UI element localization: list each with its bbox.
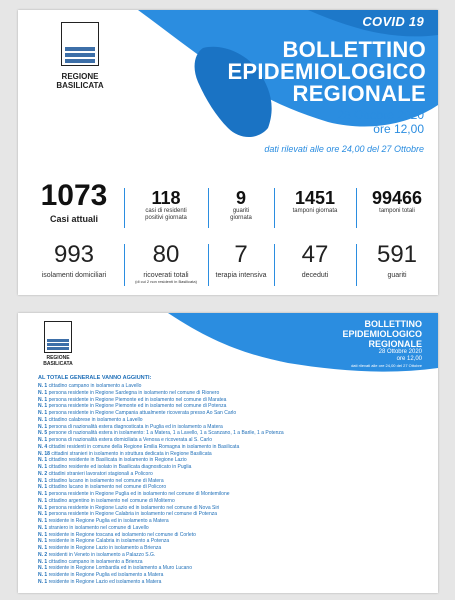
additions-heading: AL TOTALE GENERALE VANNO AGGIUNTI:	[38, 375, 152, 381]
list-item-text: cittadino campano in isolamento a Lavello	[48, 383, 142, 389]
list-item-text: persone di nazionalità estera in isolamento: 1 a Matera, 1 a Lavello, 1 a Scanzano, 1 a Barile, 1 a Potenza	[48, 430, 284, 437]
list-item-text: residente in Regione Calabria in isolamento a Potenza	[48, 538, 170, 545]
list-item	[38, 451, 428, 458]
list-item	[38, 471, 428, 478]
list-item	[38, 478, 428, 485]
list-item	[38, 403, 428, 410]
list-item	[38, 505, 428, 512]
stat-ricoverati: 80 ricoverati totali (di cui 2 non residenti in Basilicata)	[135, 241, 197, 284]
list-item-count: N. 1	[38, 457, 48, 464]
divider	[124, 188, 125, 228]
logo-region-name: BASILICATA	[43, 361, 73, 367]
bulletin-card-additions	[18, 313, 438, 593]
list-item	[38, 511, 428, 518]
list-item-count: N. 1	[38, 558, 48, 565]
list-item	[38, 538, 428, 545]
list-item-text: residente in Regione Puglia ed in isolamento a Matera	[48, 518, 169, 524]
list-item-count: N. 2	[38, 470, 48, 477]
list-item	[38, 444, 428, 451]
list-item-text: persona residente in Regione Sardegna in isolamento nel comune di Rionero	[48, 389, 220, 396]
list-item-text: persona residente in Regione Puglia ed in isolamento nel comune di Montemilone	[48, 491, 230, 497]
list-item-text: persona residente in Regione Campania attualmente ricoverata presso Ao San Carlo	[48, 410, 237, 416]
divider	[208, 188, 209, 228]
list-item-count: N. 1	[38, 423, 48, 430]
list-item	[38, 545, 428, 552]
logo-region-label: REGIONE	[61, 72, 99, 81]
divider	[356, 244, 357, 286]
list-item-text: residente in Regione toscana ed isolamento nel comune di Corleto	[48, 531, 196, 538]
list-item-count: N. 1	[38, 545, 48, 551]
list-item-text: cittadini stranieri in isolamento in struttura dedicata in Regione Basilicata	[51, 450, 212, 457]
list-item-text: cittadino campano in isolamento a Brienza	[48, 558, 143, 565]
list-item-count: N. 4	[38, 443, 48, 450]
bulletin-date: 28 Ottobre 2020 ore 12,00	[378, 349, 422, 362]
stat-deceduti: 47 deceduti	[301, 241, 329, 279]
list-item	[38, 410, 428, 417]
list-item-text: cittadino residente ed isolato in Basilicata diagnosticato in Puglia	[48, 464, 192, 470]
list-item-count: N. 1	[38, 572, 48, 578]
list-item-count: N. 1	[38, 511, 48, 518]
list-item-count: N. 1	[38, 383, 48, 389]
logo-region-label: REGIONE	[46, 355, 70, 361]
list-item-count: N. 1	[38, 578, 48, 585]
list-item-text: persona di nazionalità estera diagnosticata in Puglia ed in isolamento a Matera	[48, 423, 223, 430]
list-item-text: cittadino lucano in isolamento nel comune di Matera	[48, 477, 164, 484]
stat-tamponi-totali: 99466 tamponi totali	[371, 188, 423, 214]
list-item-count: N. 1	[38, 464, 48, 470]
list-item-count: N. 1	[38, 531, 48, 538]
additions-list	[38, 383, 428, 586]
divider	[208, 244, 209, 286]
logo-region-name: BASILICATA	[56, 81, 104, 90]
list-item	[38, 464, 428, 471]
list-item	[38, 572, 428, 579]
list-item-text: persona di nazionalità estera domiciliata a Venosa e ricoverata al S. Carlo	[48, 437, 212, 443]
list-item	[38, 390, 428, 397]
list-item	[38, 559, 428, 566]
stat-guariti: 591 guariti	[376, 241, 418, 279]
list-item	[38, 532, 428, 539]
list-item	[38, 498, 428, 505]
list-item-count: N. 1	[38, 524, 48, 531]
list-item-text: persona residente in Regione Lazio ed in isolamento nel comune di Nova Siri	[48, 504, 220, 511]
list-item	[38, 565, 428, 572]
list-item-text: residente in Regione Puglia ed isolamento a Matera	[48, 572, 164, 578]
list-item	[38, 383, 428, 390]
list-item-text: cittadino residente in Basilicata in isolamento in Regione Lazio	[48, 457, 187, 464]
list-item-text: cittadini stranieri lavoratori stagionali a Policoro	[48, 470, 153, 477]
list-item-count: N. 1	[38, 396, 48, 403]
stat-tamponi-giornata: 1451 tamponi giornata	[292, 188, 338, 214]
list-item-count: N. 1	[38, 416, 48, 423]
list-item-count: N. 1	[38, 484, 48, 491]
divider	[356, 188, 357, 228]
list-item-text: cittadino lucano in isolamento nel comune di Policoro	[48, 484, 167, 491]
list-item-count: N. 2	[38, 551, 48, 558]
list-item-text: residente in Regione Lazio in isolamento a Brienza	[48, 545, 162, 551]
list-item-count: N. 1	[38, 389, 48, 396]
list-item-count: N. 1	[38, 497, 48, 504]
bulletin-card-main	[18, 10, 438, 295]
bulletin-date: 28 Ottobre 2020 ore 12,00	[337, 108, 424, 136]
list-item-text: residenti in Veneto in isolamento a Palazzo S.G.	[48, 551, 156, 558]
list-item	[38, 552, 428, 559]
covid-tag: COVID 19	[362, 14, 424, 29]
list-item	[38, 525, 428, 532]
list-item-count: N. 1	[38, 477, 48, 484]
list-item	[38, 424, 428, 431]
regione-basilicata-logo	[61, 22, 99, 66]
list-item-count: N. 1	[38, 538, 48, 545]
list-item-text: residente in Regione Lazio ed isolamento a Matera	[48, 578, 162, 585]
stat-positivi-giornata: 118 casi di residenti positivi giornata	[145, 188, 187, 221]
list-item-text: cittadino argentino in isolamento nel comune di Moliterno	[48, 497, 175, 504]
list-item	[38, 430, 428, 437]
list-item-text: cittadini residenti in comune della Regione Emilia Romagna in isolamento in Basilicata	[48, 443, 240, 450]
list-item	[38, 579, 428, 586]
bulletin-title: BOLLETTINO EPIDEMIOLOGICO REGIONALE	[227, 37, 426, 106]
divider	[274, 244, 275, 286]
bulletin-title: BOLLETTINO EPIDEMIOLOGICO REGIONALE	[342, 319, 422, 349]
list-item-text: persona residente in Regione Calabria in isolamento nel comune di Potenza	[48, 511, 217, 518]
list-item-text: persona residente in Regione Piemonte ed in isolamento nel comune di Maratea	[48, 396, 227, 403]
stat-casi-attuali: 1073 Casi attuali	[40, 179, 108, 224]
list-item	[38, 518, 428, 525]
list-item	[38, 484, 428, 491]
list-item	[38, 437, 428, 444]
data-note: dati rilevati alle ore 24,00 del 27 Ottobre	[351, 363, 422, 368]
list-item	[38, 397, 428, 404]
stat-terapia-intensiva: 7 terapia intensiva	[215, 241, 267, 279]
list-item-count: N. 1	[38, 437, 48, 443]
list-item-count: N. 1	[38, 518, 48, 524]
list-item	[38, 457, 428, 464]
divider	[274, 188, 275, 228]
divider	[124, 244, 125, 286]
list-item-text: residente in Regione Lombardia ed in isolamento a Muro Lucano	[48, 565, 192, 572]
list-item-count: N. 1	[38, 403, 48, 410]
list-item-count: N. 1	[38, 410, 48, 416]
list-item-count: N. 1	[38, 565, 48, 572]
data-note: dati rilevati alle ore 24,00 del 27 Ottobre	[264, 144, 424, 154]
list-item-text: cittadino calabrese in isolamento a Lavello	[48, 416, 143, 423]
list-item-count: N. 18	[38, 450, 50, 457]
list-item-count: N. 1	[38, 491, 48, 497]
list-item	[38, 491, 428, 498]
stat-isolamenti: 993 isolamenti domiciliari	[41, 241, 107, 279]
list-item-text: persona residente in Regione Piemonte ed in isolamento nel comune di Potenza	[48, 403, 227, 410]
list-item-count: N. 1	[38, 504, 48, 511]
stat-guariti-giornata: 9 guariti giornata	[230, 188, 252, 221]
regione-basilicata-logo	[44, 321, 72, 353]
list-item	[38, 417, 428, 424]
list-item-text: straniero in isolamento nel comune di Lavello	[48, 524, 149, 531]
list-item-count: N. 5	[38, 430, 48, 437]
